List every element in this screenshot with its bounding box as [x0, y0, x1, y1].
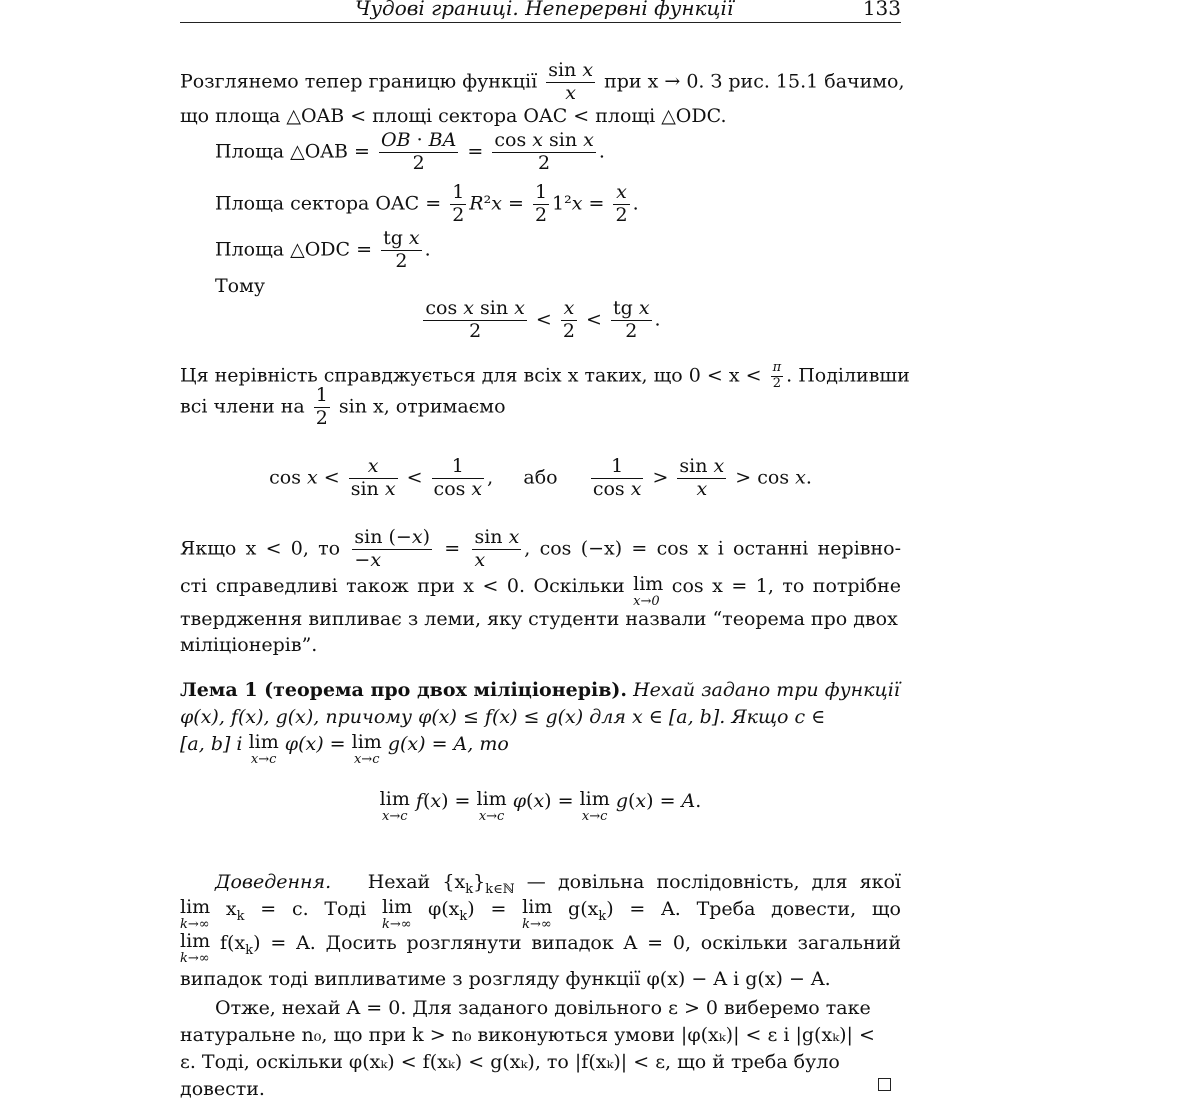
- qed-square-icon: [878, 1078, 891, 1091]
- proof-line: довести.: [180, 1078, 265, 1100]
- proof-line: Отже, нехай A = 0. Для заданого довільного ε > 0 виберемо таке: [215, 997, 871, 1019]
- proof-line: ε. Тоді, оскільки φ(xₖ) < f(xₖ) < g(xₖ), то |f(xₖ)| < ε, що й треба було: [180, 1051, 840, 1073]
- text-line: Якщо x < 0, то $\frac{\sin (-x)}{-x}$ = $\frac{\text{sin x}}{x}$ , cos (−x) = cos x і останні нерівно-: [180, 526, 902, 571]
- proof-line: lim k→∞ $f(x_k) = A$. Досить розглянути випадок A = 0, оскільки загальний: [180, 930, 901, 966]
- text-line: Розглянемо тепер границю функції $\frac{\text{sin x}}{x}$ при x → 0. З рис. 15.1 бачимо,: [180, 59, 905, 104]
- running-title: Чудові границі. Неперервні функції: [355, 0, 734, 20]
- text-line: міліціонерів”.: [180, 634, 318, 656]
- page-number: 133: [862, 0, 901, 20]
- text-line: Тому: [215, 275, 266, 297]
- display-limit-equality: lim x→c f(x) = lim x→c φ(x) = lim x→c g(x) = A.: [379, 788, 702, 824]
- formula-line: Площа △OAB = $\frac{OB \cdot BA}{2}$ = $\frac{\text{cos x sin x}}{2}$ .: [215, 129, 605, 174]
- running-header: [180, 0, 901, 23]
- formula-line: Площа сектора OAC = $\frac{1}{2}$ R²x = $\frac{1}{2}$ 1²x = $\frac{x}{2}$ .: [215, 181, 639, 226]
- lemma-heading: Лема 1 (теорема про двох міліціонерів). Нехай задано три функції: [180, 679, 900, 701]
- text-line: твердження випливає з леми, яку студенти назвали “теорема про двох: [180, 608, 898, 630]
- text-line: сті справедливі також при x < 0. Оскільки lim x→0 cos x = 1, то потрібне: [180, 573, 901, 609]
- proof-line: натуральне n₀, що при k > n₀ виконуються умови |φ(xₖ)| < ε і |g(xₖ)| <: [180, 1024, 875, 1046]
- text-line: що площа △OAB < площі сектора OAC < площі △ODC.: [180, 105, 727, 127]
- text-line: всі члени на $\frac{1}{2}$ sin x, отримаємо: [180, 384, 506, 429]
- proof-line: випадок тоді випливатиме з розгляду функції φ(x) − A і g(x) − A.: [180, 968, 831, 990]
- lemma-text: [a, b] і lim x→c φ(x) = lim x→c g(x) = A, то: [180, 731, 509, 767]
- formula-line: Площа △ODC = $\frac{\text{tg x}}{2}$ .: [215, 227, 431, 272]
- text-line: Ця нерівність справджується для всіх x таких, що 0 < x < $\frac{\pi}{2}$ . Поділивши: [180, 360, 910, 391]
- proof-line: lim k→∞ $x_k = c$. Тоді lim k→∞ $\varphi(x_k) = \lim$ k→∞ $g(x_k) = A$. Треба довести, що: [180, 896, 901, 932]
- lemma-text: φ(x), f(x), g(x), причому φ(x) ≤ f(x) ≤ g(x) для x ∈ [a, b]. Якщо c ∈: [180, 706, 826, 728]
- display-inequality: $\frac{\text{cos x sin x}}{2}$ < $\frac{x}{2}$ < $\frac{\text{tg x}}{2}$ .: [425, 297, 661, 342]
- fraction-sinx-over-x: $\frac{\text{sin x}}{x}$: [548, 59, 594, 104]
- proof-line: Доведення. Нехай $\{x_k\}_{k\in ℕ}$ — довільна послідовність, для якої: [215, 871, 902, 897]
- display-inequality: cos x < $\frac{x}{\text{sin x}}$ < $\frac{1}{\text{cos x}}$ , або $\frac{1}{\text{cos x}}$ > $\frac{\text{sin x}}{x}$ > cos x.: [269, 455, 812, 500]
